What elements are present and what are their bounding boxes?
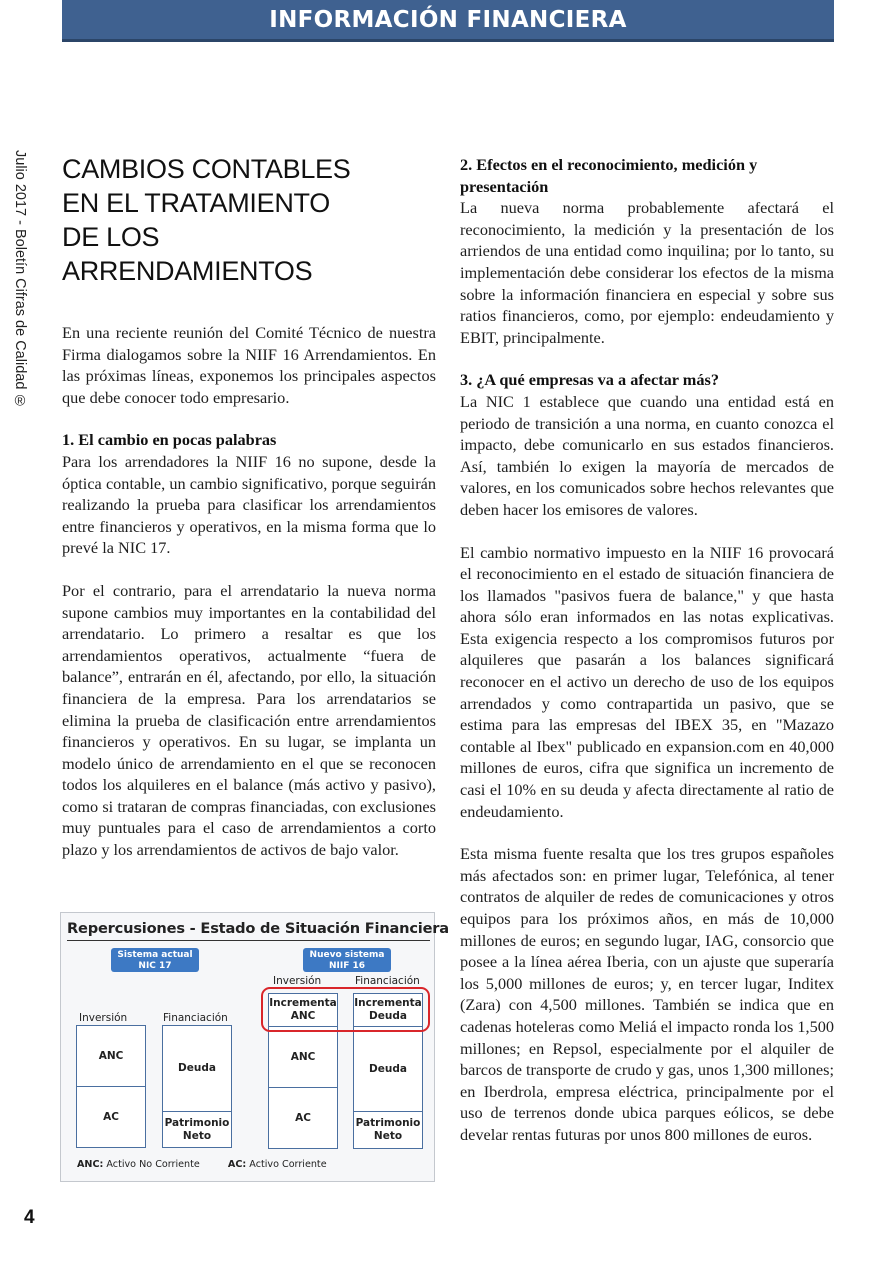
new-ac-box xyxy=(268,1087,338,1149)
pill-line: Sistema actual xyxy=(117,950,193,960)
article-title-line: ARRENDAMIENTOS xyxy=(62,256,313,286)
current-investment-label: Inversión xyxy=(79,1012,128,1024)
increase-debt-box xyxy=(353,993,423,1027)
current-debt-box xyxy=(162,1025,232,1112)
article-title-line: DE LOS xyxy=(62,222,160,252)
legend-ac-key: AC: xyxy=(227,1159,247,1170)
section-header-title: INFORMACIÓN FINANCIERA xyxy=(269,6,627,33)
current-financing-label: Financiación xyxy=(163,1012,228,1024)
current-ac-box xyxy=(76,1086,146,1148)
new-equity-box xyxy=(353,1111,423,1149)
box-label: ANC xyxy=(98,1049,124,1062)
article-title-line: CAMBIOS CONTABLES xyxy=(62,154,351,184)
article-title xyxy=(62,152,392,288)
section-1-paragraph-2: Por el contrario, para el arrendatario la nueva norma supone cambios muy importantes en la contabilidad del arrendatario. Lo primero a resaltar es que los arrendamientos operativos, actualmente “fuera de balance”, entrarán en él, afectando, por ello, la situación financiera de la empresa. Para los arrendatarios se elimina la prueba de clasificación entre arrendamientos financieros y operativos. En su lugar, se implanta un modelo único de arrendamiento en el que se reconocen todos los alquileres en el balance (más activo y pasivo), como si trataran de compras financiadas, con exclusiones muy puntuales para el caso de arrendamientos a corto plazo y los arrendamientos de activos de bajo valor. xyxy=(62,580,436,860)
box-label: AC xyxy=(295,1111,311,1124)
legend-ac-text: Activo Corriente xyxy=(249,1159,327,1170)
box-label: Incrementa xyxy=(354,997,422,1009)
section-3-paragraph-2: El cambio normativo impuesto en la NIIF 16 provocará el reconocimiento en el estado de situación financiera de los llamados "pasivos fuera de balance," y que hasta ahora sólo eran informados en las notas explicativas. Esta exigencia respecto a los compromisos futuros por alquileres que pasarán a los balances significará reconocer en el activo un derecho de uso de los equipos arrendados y como contrapartida un pasivo, que se estima para las empresas del IBEX 35, en "Mazazo contable al Ibex" publicado en expansion.com en 40,000 millones de euros, cifra que significa un incremento de casi el 10% en su deuda y afecta directamente al ratio de endeudamiento. xyxy=(460,542,834,821)
current-equity-box xyxy=(162,1111,232,1148)
box-label: Patrimonio xyxy=(355,1117,421,1129)
legend-anc-text: Activo No Corriente xyxy=(106,1159,200,1170)
box-label: Incrementa xyxy=(269,997,337,1009)
box-label: Neto xyxy=(182,1129,212,1142)
intro-paragraph: En una reciente reunión del Comité Técnico de nuestra Firma dialogamos sobre la NIIF 16 Arrendamientos. En las próximas líneas, exponemos los principales aspectos que debe conocer todo empresario. xyxy=(62,323,436,407)
balance-sheet-diagram xyxy=(60,912,449,1182)
newsletter-side-label: Julio 2017 - Boletín Cifras de Calidad ® xyxy=(12,150,28,410)
section-1-heading: 1. El cambio en pocas palabras xyxy=(62,430,277,450)
current-system-pill xyxy=(111,948,199,972)
pill-line: NIIF 16 xyxy=(328,960,366,971)
left-column xyxy=(62,322,436,861)
box-label: Deuda xyxy=(369,1062,407,1075)
box-label: ANC xyxy=(290,1010,316,1022)
pill-line: Nuevo sistema xyxy=(309,950,385,960)
section-3-paragraph-1: La NIC 1 establece que cuando una entidad está en periodo de transición a una norma, en cuanto conozca el impacto, debe comunicarlo en sus estados financieros. Así, también lo exigen la mayoría de mercados de valores, en los comunicados sobre hechos relevantes que deben hacer los emisores de valores. xyxy=(460,391,834,519)
box-label: Patrimonio xyxy=(164,1116,230,1129)
section-header-bar xyxy=(62,0,834,42)
right-column xyxy=(460,154,834,1146)
diagram-legend xyxy=(77,1159,327,1170)
new-debt-box xyxy=(353,1026,423,1112)
diagram-title: Repercusiones - Estado de Situación Financiera xyxy=(67,920,449,937)
box-label: Deuda xyxy=(178,1062,216,1074)
section-1-paragraph-1: Para los arrendadores la NIIF 16 no supone, desde la óptica contable, un cambio significativo, porque seguirán realizando la prueba para clasificar los arrendamientos entre financieros y operativos, en la misma forma que lo prevé la NIC 17. xyxy=(62,451,436,558)
legend-anc-key: ANC: xyxy=(77,1159,104,1170)
section-3-heading: 3. ¿A qué empresas va a afectar más? xyxy=(460,370,719,390)
box-label: AC xyxy=(103,1110,119,1123)
new-anc-box xyxy=(268,1026,338,1088)
section-3-paragraph-3: Esta misma fuente resalta que los tres grupos españoles más afectados son: en primer lugar, Telefónica, al tener contratos de alquiler de redes de comunicaciones y otros equipos para los próximos años, en más de 10,000 millones de euros; en segundo lugar, IAG, consorcio que posee a la línea aérea Iberia, con un ajuste que superaría los 5,000 millones de euros; y, en tercer lugar, Inditex (Zara) con 4,500 millones. También se indica que en cadenas hoteleras como Meliá el impacto ronda los 1,500 millones; en Repsol, especialmente por el alquiler de barcos de transporte de crudo y gas, unos 1,300 millones; en Iberdrola, empresa eléctrica, principalmente por el uso de terrenos donde ubica parques eólicos, se debe develar rentas futuras por unos 800 millones de euros. xyxy=(460,844,834,1144)
pill-line: NIC 17 xyxy=(138,960,172,971)
box-label: Deuda xyxy=(369,1010,407,1022)
page-number: 4 xyxy=(24,1207,35,1228)
new-system-pill xyxy=(303,948,391,972)
new-investment-label: Inversión xyxy=(273,975,322,987)
new-financing-label: Financiación xyxy=(355,975,420,987)
current-anc-box xyxy=(76,1025,146,1087)
section-2-heading: 2. Efectos en el reconocimiento, medición y presentación xyxy=(460,155,758,196)
box-label: ANC xyxy=(290,1050,316,1063)
article-title-line: EN EL TRATAMIENTO xyxy=(62,188,330,218)
box-label: Neto xyxy=(373,1130,403,1142)
increase-anc-box xyxy=(268,993,338,1027)
section-2-paragraph-1: La nueva norma probablemente afectará el reconocimiento, la medición y la presentación de los arriendos de una entidad como inquilina; por lo tanto, su implementación debe considerar los efectos de la misma sobre la información financiera en especial y sobre sus ratios financieros, como, por ejemplo: endeudamiento y EBIT, principalmente. xyxy=(460,198,834,347)
diagram-title-rule xyxy=(67,940,430,941)
